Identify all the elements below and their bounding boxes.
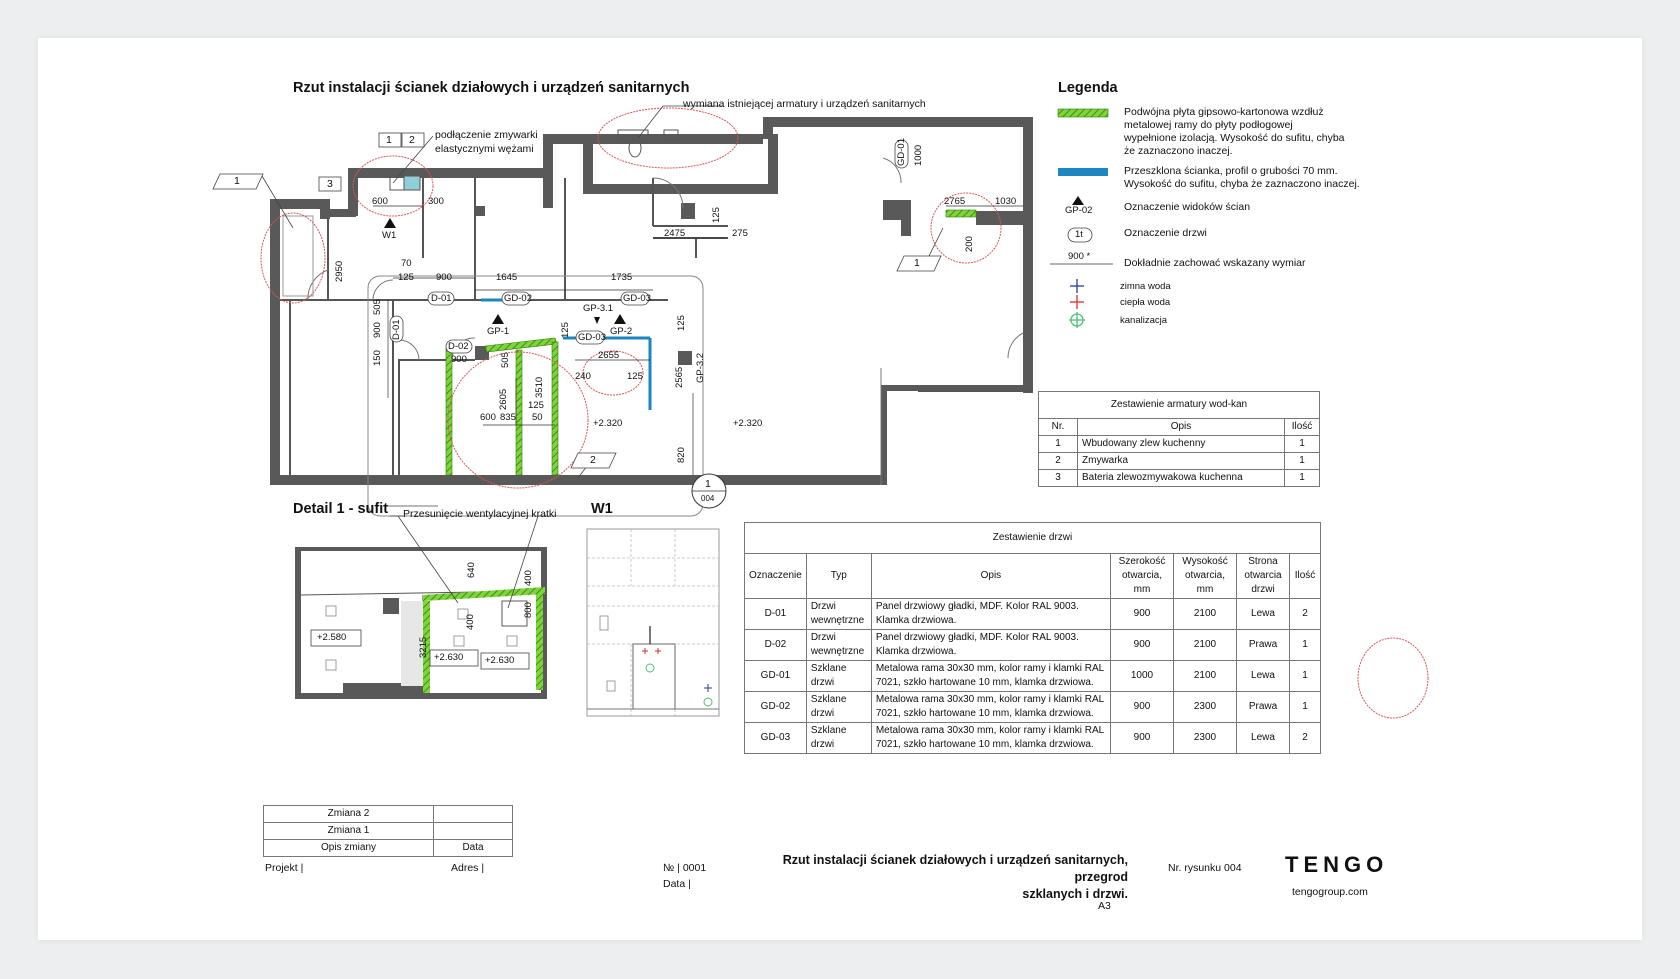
tag-1-right: 1 <box>914 257 920 269</box>
note-replace: wymiana istniejącej armatury i urządzeń sanitarnych <box>683 98 926 110</box>
detail-dim-400: 400 <box>465 614 476 630</box>
tag-1-left: 1 <box>234 175 240 187</box>
legend-sewer-icon <box>1069 312 1085 328</box>
view-w1: W1 <box>382 230 397 241</box>
doors-table: Zestawienie drzwi Oznaczenie Typ Opis Szerokość otwarcia, mm Wysokość otwarcia, mm Strona otwarcia drzwi Ilość D-01 Drzwi wewnętrzne Panel drzwiowy gładki, MDF. Kolor RAL 9003. Klamka drzwiowa. 900 2100 Lewa 2 D-02 Drzwi wewnętrzne Panel drzwiowy gładki, MDF. Kolor RAL 9003. Klamka drzwiowa. 900 2100 Prawa 1 GD-01 Szklane drzwi Metalowa rama 30x30 mm, kolor ramy i klamki RAL 7021, szkło hartowane 10 mm, klamka drzwiowa. 1000 2100 Lewa 1 GD-02 Szklane drzwi Metalowa rama 30x30 mm, kolor ramy i klamki RAL 7021, szkło hartowane 10 mm, klamka drzwiowa. 900 2300 Prawa 1 GD-03 Szklane drzwi Metalowa rama 30x30 mm, kolor ramy i klamki RAL 7021, szkło hartowane 10 mm, klamka drzwiowa. 900 2300 Lewa 2 <box>744 522 1321 754</box>
table-row: Opis zmiany Data <box>264 840 513 857</box>
drawing-number: Nr. rysunku 004 <box>1168 862 1242 874</box>
legend-cold-water-icon <box>1070 279 1084 293</box>
dim-275: 275 <box>732 228 748 239</box>
dim-2605: 2605 <box>498 388 509 410</box>
dim-2565: 2565 <box>674 366 685 388</box>
dim-2655: 2655 <box>598 350 620 361</box>
table-row: D-01 Drzwi wewnętrzne Panel drzwiowy gładki, MDF. Kolor RAL 9003. Klamka drzwiowa. 900 2100 Lewa 2 <box>745 599 1321 630</box>
note-dishwasher-2: elastycznymi wężami <box>435 143 534 155</box>
legend-view-text: Oznaczenie widoków ścian <box>1124 201 1251 213</box>
table-row: Zmiana 2 <box>264 806 513 823</box>
detail-note: Przesunięcie wentylacyjnej kratki <box>403 508 557 520</box>
dim-300: 300 <box>428 196 444 207</box>
paper-format: A3 <box>1098 900 1111 912</box>
dim-125-e: 125 <box>676 315 687 331</box>
tag-1: 1 <box>386 134 392 146</box>
view-gp2: GP-2 <box>610 326 633 337</box>
legend-hot-water: ciepła woda <box>1120 297 1171 308</box>
tag-2-bottom: 2 <box>590 454 596 466</box>
tag-2: 2 <box>409 134 415 146</box>
legend-glass-swatch <box>1058 168 1108 176</box>
dim-125: 125 <box>398 272 414 283</box>
table-row: GD-01 Szklane drzwi Metalowa rama 30x30 mm, kolor ramy i klamki RAL 7021, szkło hartowane 10 mm, klamka drzwiowa. 1000 2100 Lewa 1 <box>745 661 1321 692</box>
tengo-logo: TENGO <box>1285 852 1389 877</box>
dim-505-b: 505 <box>500 352 511 368</box>
level-1: +2.320 <box>593 418 623 429</box>
legend-drywall-swatch <box>1058 109 1108 117</box>
legend-glass-text: Przeszklona ścianka, profil o grubości 70 mm. Wysokość do sufitu, chyba że zaznaczono inaczej. <box>1124 165 1360 190</box>
dim-200: 200 <box>964 236 975 252</box>
dim-50: 50 <box>532 412 543 423</box>
dim-240: 240 <box>575 371 591 382</box>
legend-door-symbol: 1t <box>1075 229 1083 240</box>
address-label: Adres | <box>451 862 485 874</box>
note-dishwasher-1: podłączenie zmywarki <box>435 129 538 141</box>
table-row: GD-02 Szklane drzwi Metalowa rama 30x30 mm, kolor ramy i klamki RAL 7021, szkło hartowane 10 mm, klamka drzwiowa. 900 2300 Prawa 1 <box>745 692 1321 723</box>
section-number: 1 <box>705 478 711 490</box>
dim-505: 505 <box>372 299 383 315</box>
view-gp31: GP-3.1 <box>583 303 614 314</box>
fixtures-table: Zestawienie armatury wod-kan Nr. Opis Ilość 1 Wbudowany zlew kuchenny 1 2 Zmywarka 1 3 Bateria zlewozmywakowa kuchenna 1 <box>1038 391 1320 487</box>
dim-1735: 1735 <box>611 272 633 283</box>
table-row: Zmiana 1 <box>264 823 513 840</box>
dim-125-d: 125 <box>528 400 544 411</box>
level-2: +2.320 <box>733 418 763 429</box>
detail-level-3: +2.630 <box>485 655 515 666</box>
legend-view-symbol: GP-02 <box>1065 205 1093 216</box>
dimension-lines <box>373 206 1023 475</box>
dim-2765: 2765 <box>944 196 966 207</box>
dim-125-b: 125 <box>560 322 571 338</box>
legend-sewer: kanalizacja <box>1120 315 1167 326</box>
section-sheet: 004 <box>701 494 715 503</box>
detail-dim-3215: 3215 <box>418 636 429 658</box>
legend-view-triangle <box>1072 196 1084 205</box>
legend-dim-symbol: 900 * <box>1068 251 1091 262</box>
door-tag-gd01: GD-01 <box>896 138 907 166</box>
drawing-sheet <box>38 38 1642 940</box>
dim-125-f: 125 <box>711 207 722 223</box>
dim-600: 600 <box>372 196 388 207</box>
dim-2950: 2950 <box>334 260 345 282</box>
website-link[interactable]: tengogroup.com <box>1292 886 1368 898</box>
plan-title: Rzut instalacji ścianek działowych i urządzeń sanitarnych <box>293 80 690 96</box>
detail-level-2: +2.630 <box>434 652 464 663</box>
detail-1-drawing <box>295 516 548 699</box>
w1-elevation <box>587 529 719 716</box>
changes-table <box>263 805 513 857</box>
door-tag-d01-vert: D-01 <box>391 319 402 340</box>
legend-dim-text: Dokładnie zachować wskazany wymiar <box>1124 257 1306 269</box>
door-tag-gd02: GD-02 <box>504 293 532 304</box>
view-gp1: GP-1 <box>487 326 510 337</box>
legend-drywall-text: Podwójna płyta gipsowo-kartonowa wzdłuż metalowej ramy do płyty podłogowej wypełnione izolacją. Wysokość do sufitu, chyba że zaznaczono inaczej. <box>1124 106 1345 157</box>
detail-dim-800: 800 <box>523 602 534 618</box>
legend-title: Legenda <box>1058 80 1118 96</box>
dim-1030: 1030 <box>995 196 1017 207</box>
door-tag-d02: D-02 <box>448 341 469 352</box>
table-row: D-02 Drzwi wewnętrzne Panel drzwiowy gładki, MDF. Kolor RAL 9003. Klamka drzwiowa. 900 2100 Prawa 1 <box>745 630 1321 661</box>
date-label: Data | <box>663 878 691 890</box>
detail-dim-640: 640 <box>466 562 477 578</box>
legend-cold-water: zimna woda <box>1120 281 1171 292</box>
project-label: Projekt | <box>265 862 304 874</box>
dim-820: 820 <box>676 447 687 463</box>
new-drywall <box>446 210 976 475</box>
dim-70: 70 <box>401 258 412 269</box>
dim-1000: 1000 <box>913 144 924 166</box>
legend-door-text: Oznaczenie drzwi <box>1124 227 1207 239</box>
dim-1645: 1645 <box>496 272 518 283</box>
number-label: № | 0001 <box>663 862 707 874</box>
dim-2475: 2475 <box>664 228 686 239</box>
detail-level-1: +2.580 <box>317 632 347 643</box>
dim-600-b: 600 <box>480 412 496 423</box>
table-row: 2 Zmywarka 1 <box>1039 453 1320 470</box>
door-tag-d01: D-01 <box>431 293 452 304</box>
dim-3510: 3510 <box>534 376 545 398</box>
view-gp32: GP-3.2 <box>695 352 706 383</box>
legend-hot-water-icon <box>1070 295 1084 309</box>
table-row: GD-03 Szklane drzwi Metalowa rama 30x30 mm, kolor ramy i klamki RAL 7021, szkło hartowane 10 mm, klamka drzwiowa. 900 2300 Lewa 2 <box>745 723 1321 754</box>
door-tag-gd03: GD-03 <box>623 293 651 304</box>
w1-title: W1 <box>591 501 613 517</box>
tag-3: 3 <box>327 178 333 190</box>
dim-900: 900 <box>436 272 452 283</box>
dim-900-d02: 900 <box>451 354 467 365</box>
detail-dim-400-b: 400 <box>523 570 534 586</box>
dim-900-vert: 900 <box>372 322 383 338</box>
table-row: 3 Bateria zlewozmywakowa kuchenna 1 <box>1039 470 1320 487</box>
detail-title: Detail 1 - sufit <box>293 501 389 517</box>
drawing-title: Rzut instalacji ścianek działowych i urządzeń sanitarnych, przegrod szklanych i drzwi. <box>782 853 1128 901</box>
door-tag-gd03-b: GD-03 <box>578 332 606 343</box>
table-row: 1 Wbudowany zlew kuchenny 1 <box>1039 436 1320 453</box>
dim-125-c: 125 <box>627 371 643 382</box>
dim-835: 835 <box>500 412 516 423</box>
dim-150: 150 <box>372 350 383 366</box>
